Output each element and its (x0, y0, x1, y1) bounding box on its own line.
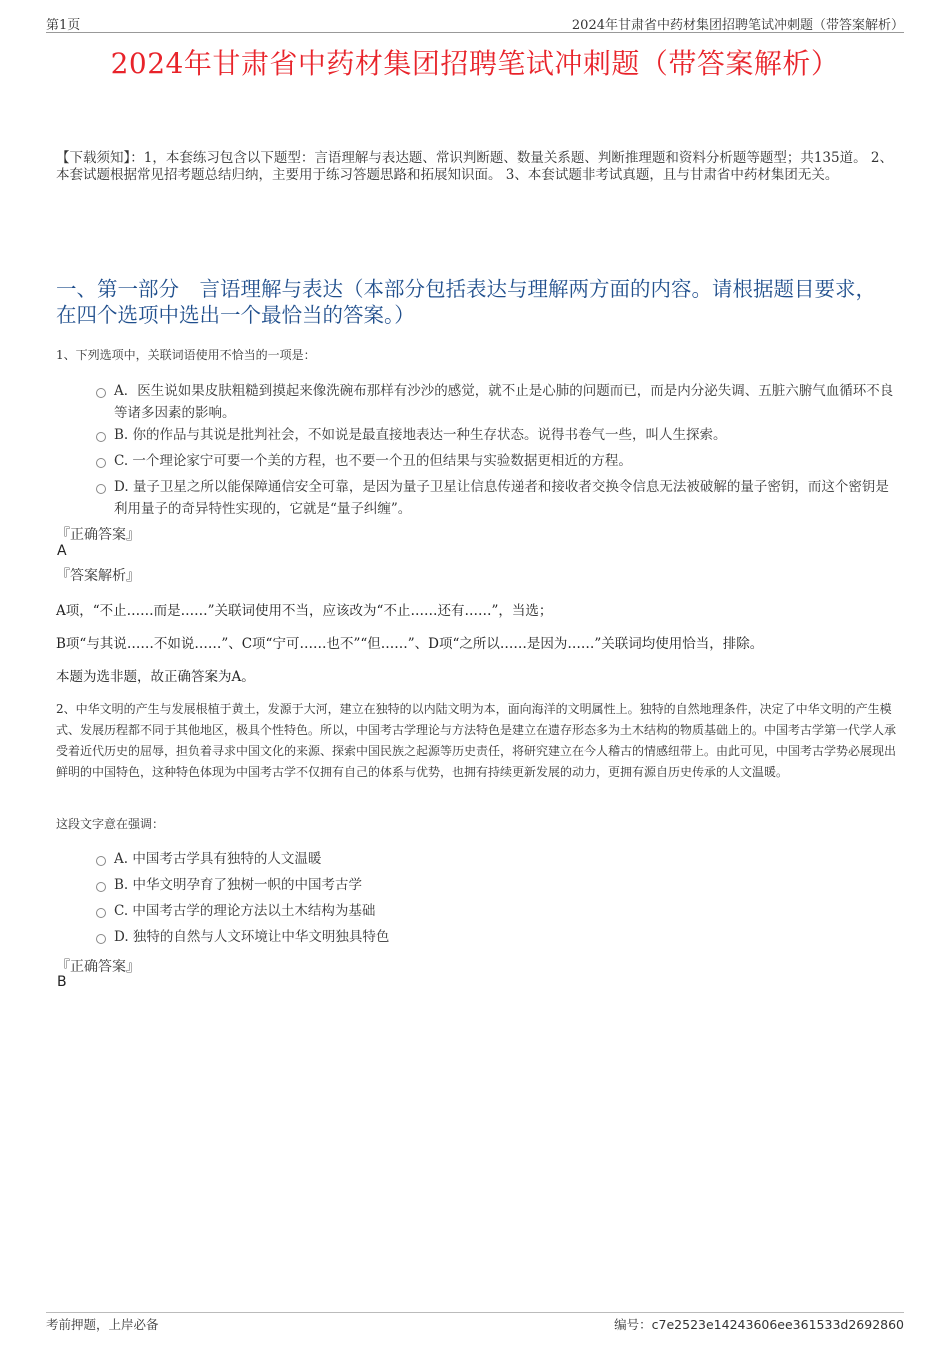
question-2-option-d[interactable] (96, 926, 896, 948)
radio-icon[interactable] (96, 458, 106, 468)
question-2-option-c[interactable] (96, 900, 896, 922)
option-text: B. 你的作品与其说是批判社会，不如说是最直接地表达一种生存状态。说得书卷气一些，叫人生探索。 (114, 427, 727, 443)
question-1-option-b[interactable] (96, 424, 896, 446)
question-2-option-b[interactable] (96, 874, 896, 896)
question-1-option-d[interactable] (96, 476, 896, 520)
option-text: D. 独特的自然与人文环境让中华文明独具特色 (114, 929, 390, 945)
question-2-option-a[interactable] (96, 848, 896, 870)
question-1-option-c[interactable] (96, 450, 896, 472)
running-header-title: 2024年甘肃省中药材集团招聘笔试冲刺题（带答案解析） (571, 18, 904, 33)
radio-icon[interactable] (96, 882, 106, 892)
question-1-option-a[interactable] (96, 380, 896, 424)
radio-icon[interactable] (96, 856, 106, 866)
section-heading: 一、第一部分 言语理解与表达（本部分包括表达与理解两方面的内容。请根据题目要求，在四个选项中选出一个最恰当的答案。） (56, 277, 876, 327)
document-title: 2024年甘肃省中药材集团招聘笔试冲刺题（带答案解析） (110, 47, 840, 80)
correct-answer-value: B (57, 974, 67, 990)
option-text: C. 中国考古学的理论方法以土木结构为基础 (114, 903, 376, 919)
radio-icon[interactable] (96, 908, 106, 918)
option-text: B. 中华文明孕育了独树一帜的中国考古学 (114, 877, 363, 893)
download-notice: 【下载须知】：1，本套练习包含以下题型：言语理解与表达题、常识判断题、数量关系题、判断推理题和资料分析题等题型；共135道。 2、本套试题根据常见招考题总结归纳，主要用于练习答题思路和拓展知识面。 3、本套试题非考试真题，且与甘肃省中药材集团无关。 (56, 150, 893, 183)
radio-icon[interactable] (96, 484, 106, 494)
radio-icon[interactable] (96, 432, 106, 442)
radio-icon[interactable] (96, 388, 106, 398)
question-2-stem: 2、中华文明的产生与发展根植于黄土，发源于大河，建立在独特的以内陆文明为本，面向海洋的文明属性上。独特的自然地理条件，决定了中华文明的产生模式、发展历程都不同于其他地区，极具个性特色。所以，中国考古学理论与方法特色是建立在遗存形态多为土木结构的物质基础上的。中国考古学第一代学人承受着近代历史的屈辱，担负着寻求中国文化的来源、探索中国民族之起源等历史责任，将研究建立在今人稽古的情感纽带上。由此可见，中国考古学势必展现出鲜明的中国特色，这种特色体现为中国考古学不仅拥有自己的体系与优势，也拥有持续更新发展的动力，更拥有源自历史传承的人文温暖。 (56, 702, 897, 779)
document-id-value: c7e2523e14243606ee361533d2692860 (651, 1317, 904, 1332)
option-text: A．医生说如果皮肤粗糙到摸起来像洗碗布那样有沙沙的感觉，就不止是心肺的问题而已，而是内分泌失调、五脏六腑气血循环不良等诸多因素的影响。 (114, 383, 894, 421)
page-number: 第1页 (46, 18, 81, 33)
option-text: D. 量子卫星之所以能保障通信安全可靠，是因为量子卫星让信息传递者和接收者交换令信息无法被破解的量子密钥，而这个密钥是利用量子的奇异特性实现的，它就是“量子纠缠”。 (114, 479, 889, 517)
header-divider (46, 32, 904, 33)
option-text: A. 中国考古学具有独特的人文温暖 (114, 851, 322, 867)
footer-divider (46, 1312, 904, 1313)
analysis-line: A项，“不止……而是……”关联词使用不当，应该改为“不止……还有……”，当选； (56, 603, 553, 619)
correct-answer-label: 『正确答案』 (56, 527, 140, 543)
option-text: C. 一个理论家宁可要一个美的方程，也不要一个丑的但结果与实验数据更相近的方程。 (114, 453, 632, 469)
analysis-line: B项“与其说……不如说……”、C项“宁可……也不”“但……”、D项“之所以……是因为……”关联词均使用恰当，排除。 (56, 636, 764, 652)
question-1-stem: 1、下列选项中，关联词语使用不恰当的一项是： (56, 348, 316, 362)
question-2-prompt: 这段文字意在强调： (56, 817, 165, 831)
footer-slogan: 考前押题，上岸必备 (46, 1317, 159, 1332)
footer-document-id (614, 1315, 904, 1333)
analysis-line: 本题为选非题，故正确答案为A。 (56, 669, 255, 685)
correct-answer-label: 『正确答案』 (56, 959, 140, 975)
document-id-label: 编号： (614, 1317, 652, 1332)
answer-analysis-label: 『答案解析』 (56, 568, 140, 584)
correct-answer-value: A (57, 543, 67, 559)
radio-icon[interactable] (96, 934, 106, 944)
